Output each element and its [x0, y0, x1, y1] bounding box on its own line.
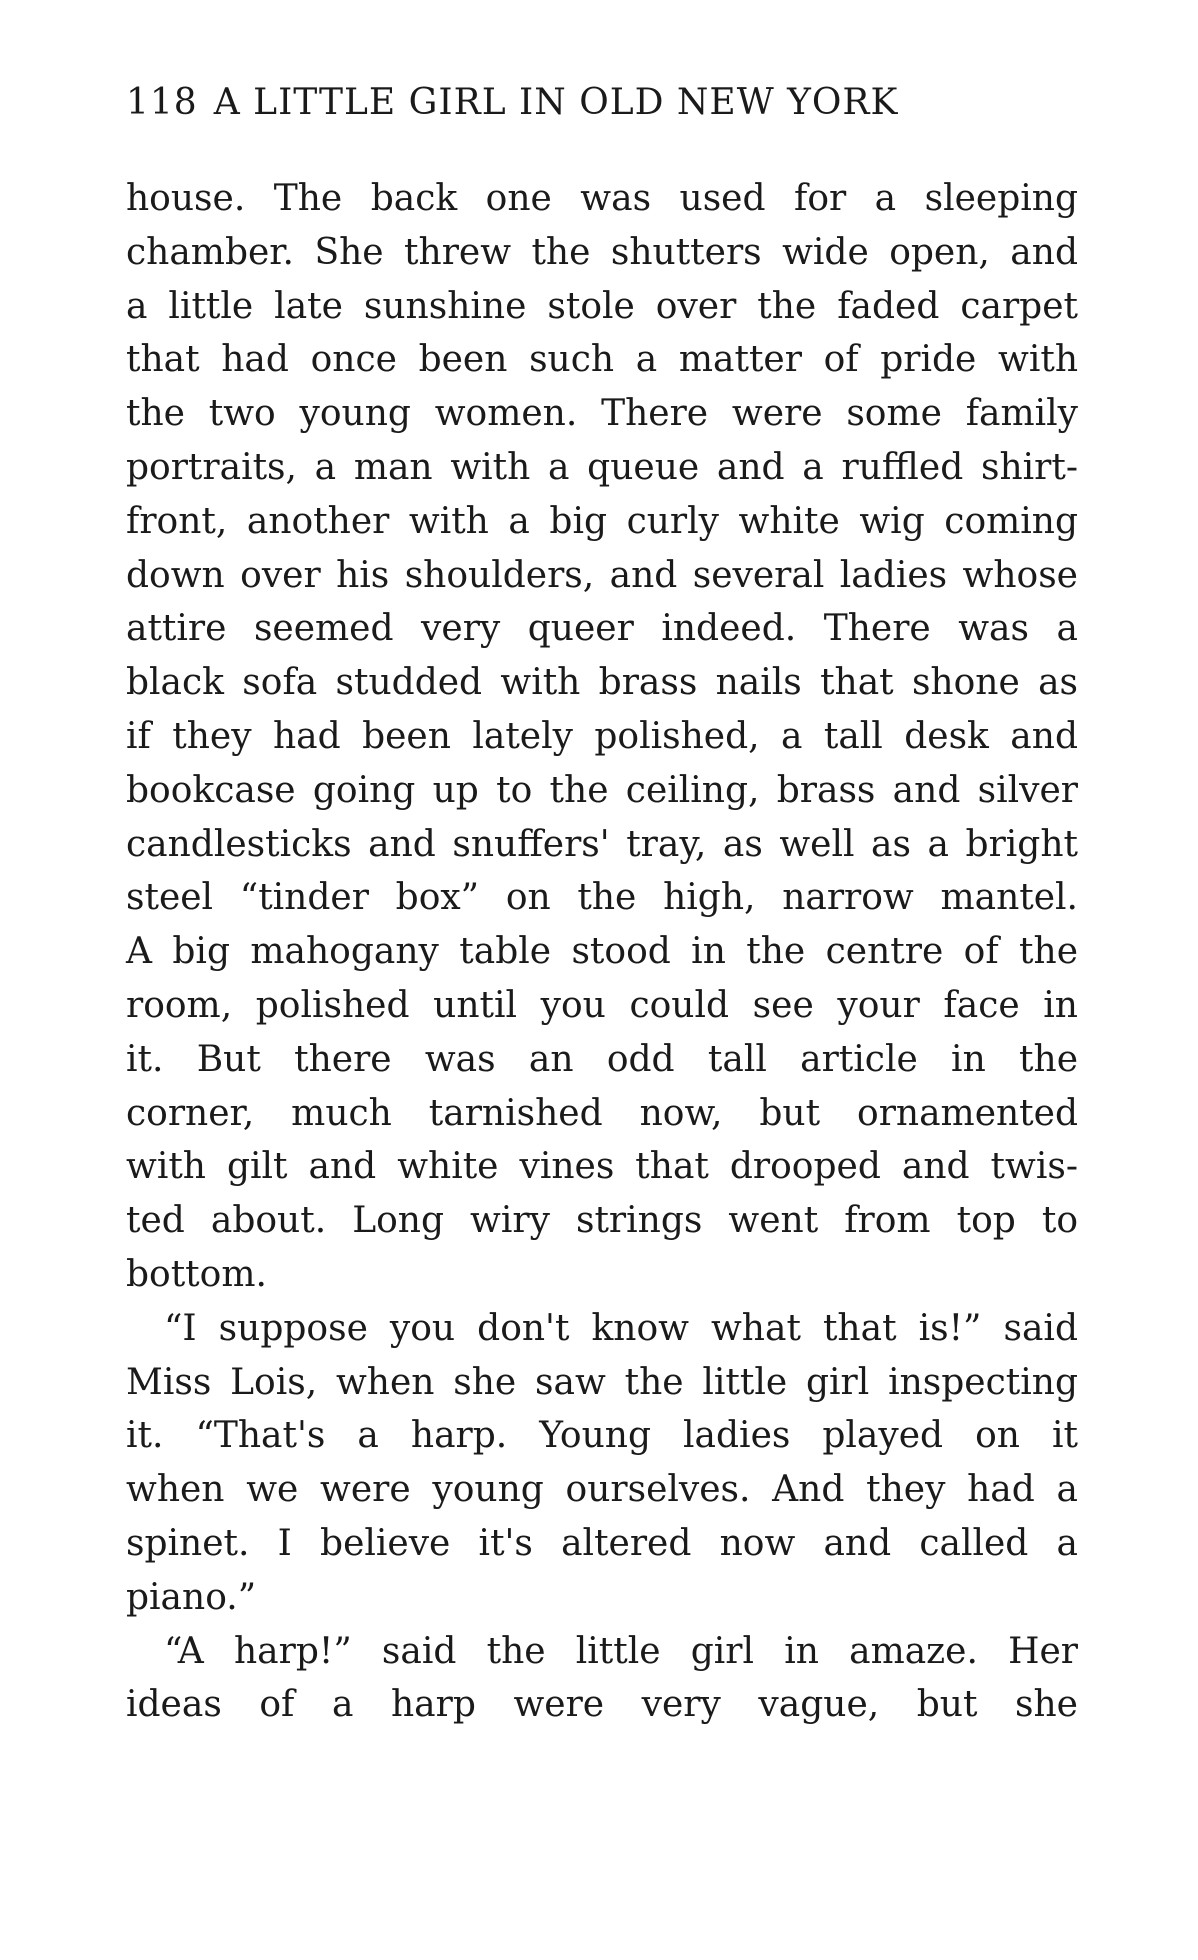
text-line: black sofa studded with brass nails that shone as	[126, 662, 1078, 704]
paragraph-3	[126, 1625, 1078, 1733]
text-line: that had once been such a matter of pride with	[126, 339, 1078, 381]
running-header	[126, 82, 898, 123]
text-line: it. But there was an odd tall article in the	[126, 1038, 1078, 1080]
text-line: when we were young ourselves. And they had a	[126, 1469, 1078, 1511]
text-line: “A harp!” said the little girl in amaze. Her	[164, 1630, 1078, 1672]
text-line: room, polished until you could see your face in	[126, 984, 1078, 1026]
paragraph-2	[126, 1302, 1078, 1625]
text-line: spinet. I believe it's altered now and called a	[126, 1522, 1078, 1564]
text-line: steel “tinder box” on the high, narrow mantel.	[126, 877, 1078, 919]
text-line: attire seemed very queer indeed. There was a	[126, 608, 1078, 650]
text-line: piano.”	[126, 1576, 257, 1618]
text-line: if they had been lately polished, a tall desk and	[126, 715, 1078, 757]
text-line: bookcase going up to the ceiling, brass and silver	[126, 769, 1078, 811]
text-line: a little late sunshine stole over the faded carpet	[126, 285, 1078, 327]
page-number: 118	[126, 82, 198, 123]
paragraph-1	[126, 172, 1078, 1302]
text-line: down over his shoulders, and several ladies whose	[126, 554, 1078, 596]
text-line: ted about. Long wiry strings went from top to	[126, 1200, 1078, 1242]
body-text	[126, 172, 1078, 1732]
running-title: A LITTLE GIRL IN OLD NEW YORK	[213, 82, 899, 123]
text-line: chamber. She threw the shutters wide open, and	[126, 231, 1078, 273]
text-line: portraits, a man with a queue and a ruffled shirt-	[126, 446, 1078, 488]
text-line: with gilt and white vines that drooped and twis-	[126, 1146, 1078, 1188]
text-line: ideas of a harp were very vague, but she	[126, 1684, 1078, 1726]
text-line: candlesticks and snuffers' tray, as well as a bright	[126, 823, 1078, 865]
text-line: A big mahogany table stood in the centre of the	[126, 931, 1078, 973]
text-line: house. The back one was used for a sleeping	[126, 178, 1078, 219]
text-line: bottom.	[126, 1253, 267, 1295]
text-line: Miss Lois, when she saw the little girl inspecting	[126, 1361, 1078, 1403]
text-line: corner, much tarnished now, but ornamented	[126, 1092, 1078, 1134]
text-line: it. “That's a harp. Young ladies played on it	[126, 1415, 1078, 1457]
text-line: “I suppose you don't know what that is!” said	[164, 1307, 1078, 1349]
text-line: front, another with a big curly white wig coming	[126, 500, 1078, 542]
text-line: the two young women. There were some family	[126, 393, 1078, 435]
